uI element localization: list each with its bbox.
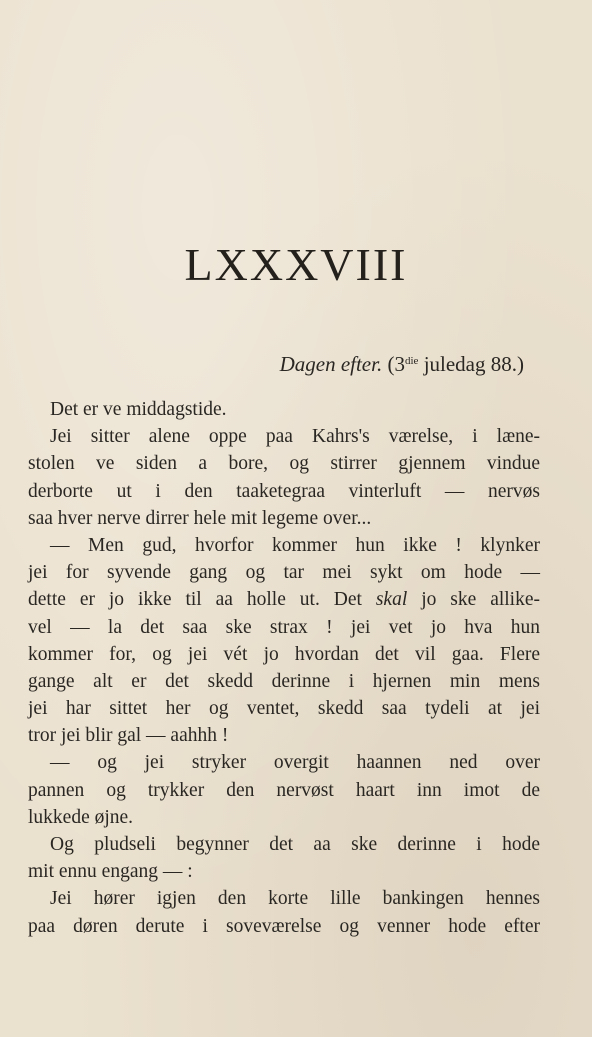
text-line: Det er ve middagstide. [50,399,227,420]
emphasis-word: skal [375,589,408,611]
text-line: derborte ut i den taaketegraa vinterluft — nervøs [28,480,540,502]
text-line: paa døren derute i soveværelse og venner hode efter [28,915,540,937]
text-line: Jei hører igjen den korte lille bankingen hennes [50,888,540,910]
dateline-open: (3 [387,352,405,376]
text-line: gange alt er det skedd derinne i hjernen min mens [28,670,540,692]
text-line: — Men gud, hvorfor kommer hun ikke ! klynker [50,534,540,556]
text-line: jei for syvende gang og tar mei sykt om hode — [28,562,540,584]
text-line: jei har sittet her og ventet, skedd saa tydeli at jei [28,698,540,720]
dateline-superscript: die [404,355,419,367]
dateline-italic: Dagen efter. [279,352,383,376]
text-line [28,586,540,613]
text-segment: jo ske allike- [407,589,540,611]
text-line: saa hver nerve dirrer hele mit legeme over... [28,507,372,529]
text-line: Og pludseli begynner det aa ske derinne i hode [50,834,540,855]
dateline-rest: juledag 88.) [418,352,524,376]
text-line: vel — la det saa ske strax ! jei vet jo hva hun [28,616,540,638]
text-line: — og jei stryker overgit haannen ned over [50,752,540,774]
text-line: tror jei blir gal — aahhh ! [28,725,229,747]
body-text [28,396,540,940]
dateline [280,352,524,377]
chapter-title: LXXXVIII [184,239,408,290]
text-line: Jei sitter alene oppe paa Kahrs's værelse, i læne- [50,426,540,448]
text-line: pannen og trykker den nervøst haart inn imot de [28,779,540,801]
text-line: lukkede øjne. [28,806,134,828]
text-segment: dette er jo ikke til aa holle ut. Det [28,589,376,611]
text-line: stolen ve siden a bore, og stirrer gjennem vindue [28,453,540,475]
text-line: mit ennu engang — : [28,861,193,883]
text-line: kommer for, og jei vét jo hvordan det vil gaa. Flere [28,643,540,665]
